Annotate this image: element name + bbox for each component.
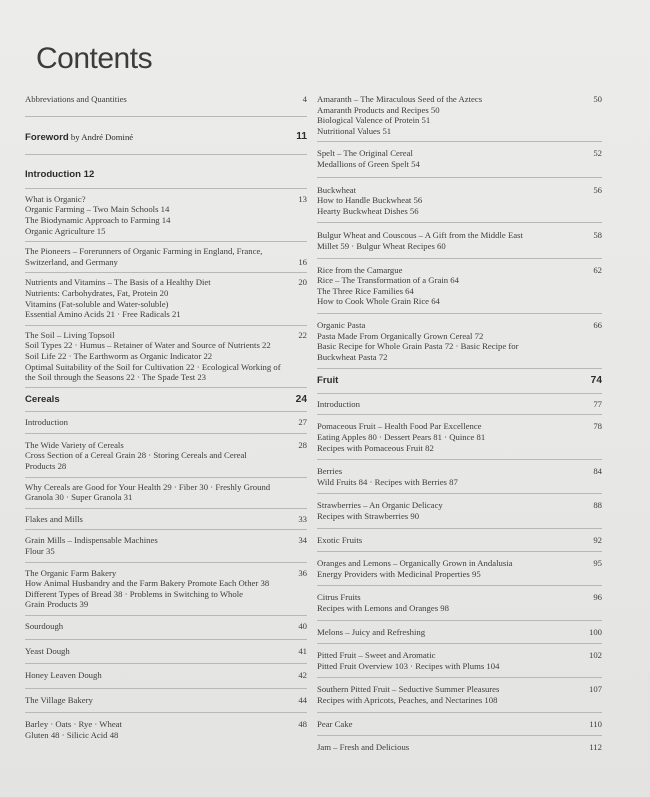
entry-title: Amaranth – The Miraculous Seed of the Aztecs — [317, 94, 483, 104]
entry-title: The Organic Farm Bakery — [25, 567, 117, 578]
entry-title: Strawberries – An Organic Delicacy — [317, 500, 443, 511]
toc-entry — [25, 646, 307, 657]
page-number: 36 — [298, 567, 307, 578]
page-number: 110 — [589, 718, 602, 729]
entry-subline: Amaranth Products and Recipes 50 — [317, 104, 440, 115]
entry-subline: Rice – The Transformation of a Grain 64 — [317, 275, 459, 286]
entry-subline: Millet 59 · Bulgur Wheat Recipes 60 — [317, 240, 446, 251]
entry-title: Buckwheat — [317, 184, 357, 195]
entry-subline: Products 28 — [25, 461, 67, 472]
page-number: 58 — [593, 230, 602, 241]
entry-subline: Hearty Buckwheat Dishes 56 — [317, 205, 419, 216]
page-number: 66 — [593, 319, 602, 330]
toc-entry — [317, 592, 602, 613]
entry-subline: Cross Section of a Cereal Grain 28 · Storing Cereals and Cereal — [25, 450, 247, 461]
divider — [25, 411, 307, 412]
entry-title: Pomaceous Fruit – Health Food Par Excellence — [317, 421, 482, 432]
entry-subline: Medallions of Green Spelt 54 — [317, 158, 420, 169]
entry-title: Grain Mills – Indispensable Machines — [25, 535, 158, 546]
entry-title: Berries — [317, 466, 343, 477]
divider — [25, 116, 307, 117]
page-number: 112 — [589, 742, 602, 753]
toc-entry — [317, 185, 602, 217]
entry-subline: Nutrients: Carbohydrates, Fat, Protein 20 — [25, 287, 169, 298]
divider — [317, 393, 602, 394]
page-number: 24 — [295, 393, 307, 405]
page-number: 50 — [593, 94, 602, 104]
page-number: 44 — [298, 694, 307, 705]
divider — [317, 585, 602, 586]
toc-entry — [317, 719, 602, 730]
toc-entry — [25, 417, 307, 428]
toc-entry — [25, 94, 307, 105]
entry-subline: Recipes with Strawberries 90 — [317, 511, 420, 522]
entry-title: Yeast Dough — [25, 645, 70, 656]
page-number: 74 — [590, 375, 602, 387]
divider — [25, 562, 307, 563]
divider — [25, 508, 307, 509]
entry-subline: Nutritional Values 51 — [317, 125, 392, 136]
toc-entry — [25, 670, 307, 681]
toc-entry — [25, 719, 307, 740]
toc-entry — [25, 621, 307, 632]
page-number: 48 — [298, 719, 307, 730]
toc-entry — [317, 742, 602, 753]
entry-title: The Pioneers – Forerunners of Organic Farming in England, France, — [25, 246, 263, 257]
entry-subline: The Three Rice Families 64 — [317, 285, 414, 296]
toc-entry — [317, 466, 602, 487]
toc-entry — [25, 482, 307, 503]
toc-entry — [317, 399, 602, 410]
entry-subline: Energy Providers with Medicinal Properties 95 — [317, 568, 481, 579]
page-number: 88 — [593, 500, 602, 511]
page-number: 34 — [298, 535, 307, 546]
page-title: Contents — [36, 42, 153, 75]
divider — [25, 529, 307, 530]
divider — [317, 528, 602, 529]
toc-entry — [317, 500, 602, 521]
entry-subline: Granola 30 · Super Granola 31 — [25, 492, 133, 503]
divider — [317, 368, 602, 369]
page-number: 28 — [298, 439, 307, 450]
entry-subline: Recipes with Pomaceous Fruit 82 — [317, 442, 434, 453]
divider — [317, 643, 602, 644]
entry-title: Barley · Oats · Rye · Wheat — [25, 719, 122, 730]
entry-title: Organic Pasta — [317, 319, 366, 330]
divider — [25, 688, 307, 689]
page-number: 77 — [593, 398, 602, 409]
divider — [25, 663, 307, 664]
entry-title: Pear Cake — [317, 718, 353, 729]
toc-entry — [317, 320, 602, 362]
entry-subline: How Animal Husbandry and the Farm Bakery Promote Each Other 38 — [25, 578, 270, 589]
divider — [25, 477, 307, 478]
toc-entry — [25, 194, 307, 236]
entry-title: Oranges and Lemons – Organically Grown in Andalusia — [317, 558, 513, 569]
page-number: 107 — [588, 684, 602, 695]
entry-title: The Soil – Living Topsoil — [25, 329, 115, 340]
entry-subline: Biological Valence of Protein 51 — [317, 115, 431, 126]
entry-subline: Switzerland, and Germany — [25, 256, 118, 267]
page-number: 102 — [588, 650, 602, 661]
divider — [317, 712, 602, 713]
page-number: 62 — [593, 264, 602, 275]
toc-entry — [317, 265, 602, 307]
toc-entry — [317, 627, 602, 638]
divider — [317, 414, 602, 415]
entry-subline: Soil Types 22 · Humus – Retainer of Water and Source of Nutrients 22 — [25, 340, 271, 351]
entry-subline: Organic Farming – Two Main Schools 14 — [25, 204, 170, 215]
section-foreword — [25, 132, 307, 144]
section-label: Cereals — [25, 393, 60, 405]
entry-title: Nutrients and Vitamins – The Basis of a Healthy Diet — [25, 277, 211, 288]
entry-subline: Gluten 48 · Silicic Acid 48 — [25, 729, 119, 740]
page-number: 16 — [298, 256, 307, 267]
page-number: 95 — [593, 558, 602, 569]
entry-title: Exotic Fruits — [317, 534, 363, 545]
entry-title: Flakes and Mills — [25, 513, 83, 524]
section-label: Foreword — [25, 131, 69, 143]
toc-entry — [317, 421, 602, 453]
divider — [25, 639, 307, 640]
toc-entry — [25, 440, 307, 472]
divider — [25, 387, 307, 388]
entry-title: Introduction — [25, 417, 68, 428]
entry-subline: Soil Life 22 · The Earthworm as Organic Indicator 22 — [25, 350, 213, 361]
entry-title: Rice from the Camargue — [317, 264, 403, 275]
toc-entry — [25, 695, 307, 706]
entry-subline: Pitted Fruit Overview 103 · Recipes with Plums 104 — [317, 660, 500, 671]
section-label: Introduction 12 — [25, 169, 95, 181]
section-label: Fruit — [317, 375, 339, 387]
toc-entry — [317, 684, 602, 705]
entry-title: Jam – Fresh and Delicious — [317, 742, 410, 753]
page-number: 11 — [296, 130, 307, 142]
section-introduction — [25, 170, 307, 181]
divider — [317, 551, 602, 552]
toc-entry — [317, 650, 602, 671]
right-column — [317, 94, 602, 753]
page-number: 27 — [298, 417, 307, 428]
page-number: 100 — [588, 626, 602, 637]
toc-entry — [317, 535, 602, 546]
divider — [25, 712, 307, 713]
entry-title: Southern Pitted Fruit – Seductive Summer Pleasures — [317, 684, 500, 695]
page-number: 42 — [298, 670, 307, 681]
entry-subline: Wild Fruits 84 · Recipes with Berries 87 — [317, 476, 458, 487]
entry-subline: Recipes with Apricots, Peaches, and Nectarines 108 — [317, 694, 498, 705]
entry-subline: Different Types of Bread 38 · Problems in Switching to Whole — [25, 588, 243, 599]
divider — [25, 325, 307, 326]
entry-subline: Essential Amino Acids 21 · Free Radicals 21 — [25, 309, 181, 320]
page-number: 52 — [593, 148, 602, 159]
toc-entry — [317, 230, 602, 251]
divider — [317, 677, 602, 678]
page-number: 96 — [593, 592, 602, 603]
entry-subline: Eating Apples 80 · Dessert Pears 81 · Quince 81 — [317, 432, 486, 443]
page-number: 92 — [593, 534, 602, 545]
toc-entry — [25, 330, 307, 383]
entry-title: Introduction — [317, 398, 360, 409]
section-cereals — [25, 395, 307, 406]
entry-subline: Organic Agriculture 15 — [25, 225, 106, 236]
toc-entry — [317, 148, 602, 169]
entry-subline: Basic Recipe for Whole Grain Pasta 72 · Basic Recipe for — [317, 341, 519, 352]
entry-subline: Optimal Suitability of the Soil for Cultivation 22 · Ecological Working of — [25, 361, 281, 372]
entry-title: Citrus Fruits — [317, 592, 361, 603]
entry-title: Bulgur Wheat and Couscous – A Gift from the Middle East — [317, 230, 523, 241]
entry-subline: the Soil through the Seasons 22 · The Spade Test 23 — [25, 372, 207, 383]
page-number: 40 — [298, 621, 307, 631]
divider — [25, 154, 307, 155]
toc-entry — [317, 94, 602, 136]
entry-title: Pitted Fruit – Sweet and Aromatic — [317, 650, 436, 661]
entry-subline: Grain Products 39 — [25, 599, 89, 610]
page-number: 4 — [302, 94, 307, 104]
entry-subline: Recipes with Lemons and Oranges 98 — [317, 603, 449, 613]
toc-entry — [25, 246, 307, 267]
section-fruit — [317, 376, 602, 387]
entry-title: Melons – Juicy and Refreshing — [317, 626, 426, 637]
entry-subline: How to Handle Buckwheat 56 — [317, 195, 423, 206]
entry-title: Honey Leaven Dough — [25, 670, 102, 681]
toc-entry — [25, 514, 307, 525]
entry-title: The Wide Variety of Cereals — [25, 439, 124, 450]
page-number: 22 — [298, 329, 307, 340]
divider — [317, 177, 602, 178]
divider — [317, 493, 602, 494]
divider — [25, 433, 307, 434]
divider — [317, 222, 602, 223]
page-number: 78 — [593, 421, 602, 432]
toc-entry — [25, 277, 307, 319]
byline: by André Dominé — [68, 131, 134, 142]
page-number: 84 — [593, 466, 602, 477]
page-number: 20 — [298, 277, 307, 288]
page-number: 33 — [298, 513, 307, 524]
divider — [317, 735, 602, 736]
toc-entry — [25, 568, 307, 610]
entry-subline: Vitamins (Fat-soluble and Water-soluble) — [25, 298, 169, 309]
divider — [317, 141, 602, 142]
entry-title: Sourdough — [25, 621, 64, 631]
divider — [317, 313, 602, 314]
divider — [317, 459, 602, 460]
entry-title: What is Organic? — [25, 193, 86, 204]
entry-subline: How to Cook Whole Grain Rice 64 — [317, 296, 440, 307]
divider — [25, 188, 307, 189]
divider — [317, 258, 602, 259]
entry-subline: Buckwheat Pasta 72 — [317, 351, 388, 362]
page-number: 41 — [298, 645, 307, 656]
entry-title: Spelt – The Original Cereal — [317, 148, 413, 159]
entry-title: Abbreviations and Quantities — [25, 94, 127, 104]
entry-title: The Village Bakery — [25, 694, 93, 705]
entry-subline: The Biodynamic Approach to Farming 14 — [25, 214, 171, 225]
page-number: 13 — [298, 193, 307, 204]
divider — [25, 241, 307, 242]
page-number: 56 — [593, 184, 602, 195]
left-column — [25, 94, 307, 741]
toc-entry — [25, 535, 307, 556]
entry-subline: Pasta Made From Organically Grown Cereal 72 — [317, 330, 484, 341]
divider — [317, 620, 602, 621]
divider — [25, 272, 307, 273]
entry-title: Why Cereals are Good for Your Health 29 · Fiber 30 · Freshly Ground — [25, 481, 271, 492]
divider — [25, 615, 307, 616]
toc-entry — [317, 558, 602, 579]
entry-subline: Flour 35 — [25, 546, 55, 557]
